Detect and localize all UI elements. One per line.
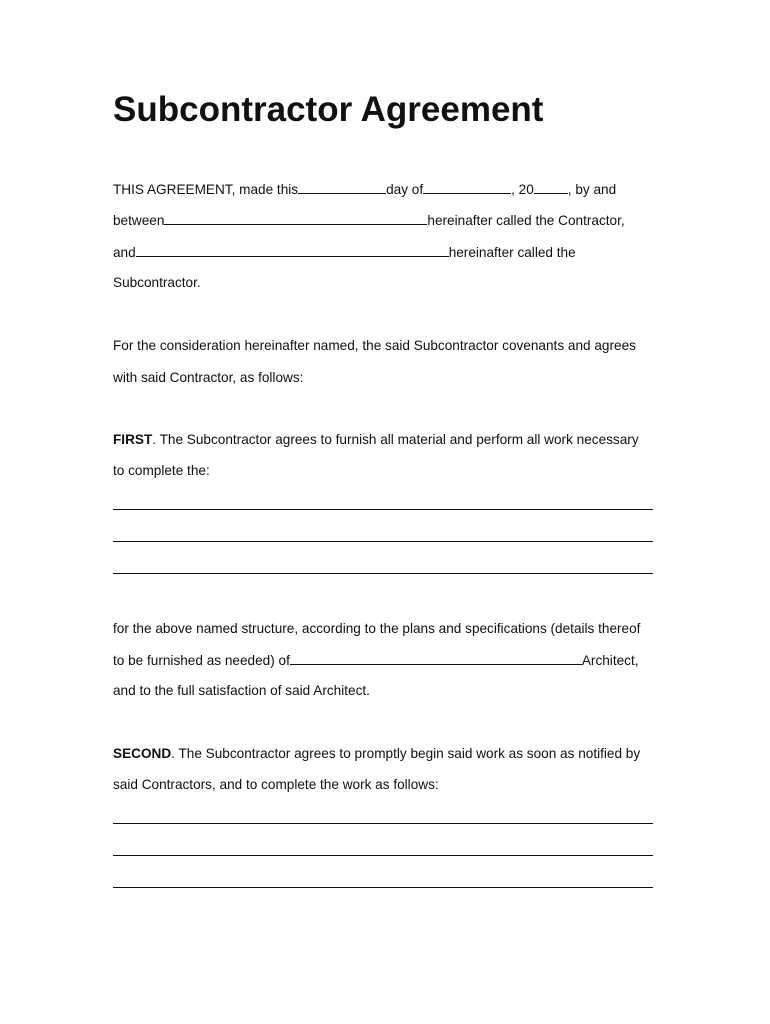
day-blank[interactable] (298, 179, 386, 194)
consideration-line-2: with said Contractor, as follows: (113, 370, 304, 385)
subcontractor-name-blank[interactable] (136, 242, 449, 257)
second-clause-line-2: said Contractors, and to complete the work as follows: (113, 777, 439, 792)
schedule-line-1[interactable] (113, 823, 653, 824)
second-label: SECOND (113, 746, 172, 761)
work-description-line-3[interactable] (113, 573, 653, 574)
document-title: Subcontractor Agreement (113, 90, 544, 129)
second-clause-line-1 (113, 744, 640, 764)
month-blank[interactable] (423, 179, 511, 194)
intro-line-2 (113, 210, 625, 230)
intro-text: , by and (567, 182, 617, 197)
intro-text: day of (386, 182, 424, 197)
intro-line-3 (113, 242, 576, 262)
schedule-line-2[interactable] (113, 855, 653, 856)
intro-text: THIS AGREEMENT, made this (113, 182, 299, 197)
intro-text: between (113, 213, 165, 228)
first-text: . The Subcontractor agrees to furnish all material and perform all work necessary (152, 432, 639, 447)
work-description-line-2[interactable] (113, 541, 653, 542)
intro-text: , 20 (511, 182, 534, 197)
architect-name-blank[interactable] (290, 650, 582, 665)
first-label: FIRST (113, 432, 153, 447)
structure-line-2 (113, 650, 639, 670)
contractor-name-blank[interactable] (164, 210, 427, 225)
schedule-line-3[interactable] (113, 887, 653, 888)
structure-text: Architect, (581, 653, 639, 668)
work-description-line-1[interactable] (113, 509, 653, 510)
first-clause-line-1 (113, 430, 639, 450)
intro-text: and (113, 245, 136, 260)
intro-text: hereinafter called the (448, 245, 576, 260)
structure-line-3: and to the full satisfaction of said Architect. (113, 683, 370, 698)
second-text: . The Subcontractor agrees to promptly begin said work as soon as notified by (171, 746, 641, 761)
structure-line-1: for the above named structure, according to the plans and specifications (details thereof (113, 621, 641, 636)
consideration-line-1: For the consideration hereinafter named, the said Subcontractor covenants and agrees (113, 338, 636, 353)
intro-text: hereinafter called the Contractor, (427, 213, 625, 228)
intro-line-1 (113, 179, 616, 199)
year-blank[interactable] (534, 179, 568, 194)
first-clause-line-2: to complete the: (113, 463, 210, 478)
structure-text: to be furnished as needed) of (113, 653, 290, 668)
intro-line-4: Subcontractor. (113, 275, 201, 290)
